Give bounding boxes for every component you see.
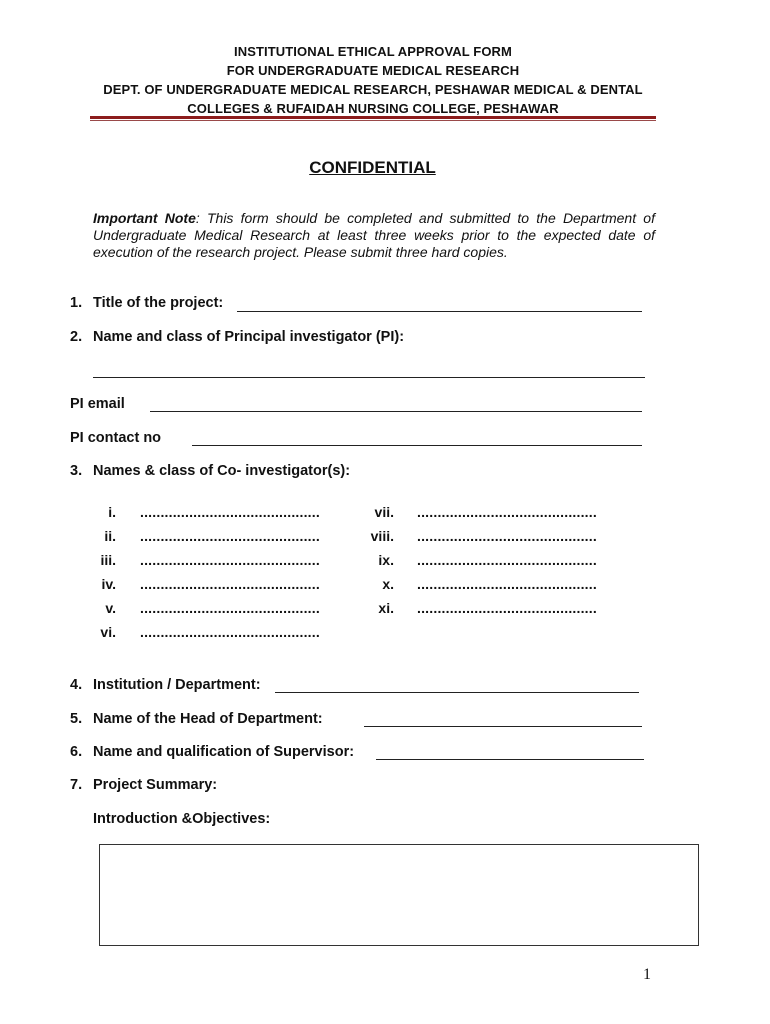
co-investigator-number: iv.	[101, 576, 116, 592]
institution-label: Institution / Department:	[93, 677, 261, 693]
co-investigator-field[interactable]: ............................................	[140, 576, 320, 592]
pi-contact-field[interactable]	[192, 445, 642, 446]
page-number: 1	[643, 966, 651, 983]
item-number: 6.	[70, 744, 83, 760]
co-investigators-label: Names & class of Co- investigator(s):	[93, 463, 351, 479]
project-title-label: Title of the project:	[93, 295, 224, 311]
institution-field[interactable]	[275, 692, 639, 693]
co-investigator-number: i.	[108, 504, 116, 520]
head-of-department-label: Name of the Head of Department:	[93, 711, 323, 727]
introduction-objectives-label: Introduction &Objectives:	[93, 811, 271, 827]
co-investigator-number: iii.	[100, 552, 116, 568]
item-number: 4.	[70, 677, 83, 693]
header-line-4: COLLEGES & RUFAIDAH NURSING COLLEGE, PESHAWAR	[187, 101, 559, 116]
pi-name-field[interactable]	[93, 377, 645, 378]
pi-email-label: PI email	[70, 396, 125, 412]
co-investigator-field[interactable]: ............................................	[140, 504, 320, 520]
co-investigator-field[interactable]: ............................................	[417, 552, 597, 568]
co-investigator-number: vi.	[100, 624, 116, 640]
co-investigator-number: viii.	[370, 528, 394, 544]
item-number: 5.	[70, 711, 83, 727]
pi-contact-label: PI contact no	[70, 430, 162, 446]
header-line-3: DEPT. OF UNDERGRADUATE MEDICAL RESEARCH, PESHAWAR MEDICAL & DENTAL	[103, 82, 643, 97]
co-investigator-number: xi.	[378, 600, 394, 616]
pi-name-label: Name and class of Principal investigator (PI):	[93, 329, 405, 345]
introduction-objectives-textbox[interactable]	[99, 844, 699, 946]
pi-email-field[interactable]	[150, 411, 642, 412]
co-investigator-field[interactable]: ............................................	[140, 624, 320, 640]
co-investigator-number: v.	[105, 600, 116, 616]
item-number: 7.	[70, 777, 83, 793]
co-investigator-field[interactable]: ............................................	[417, 504, 597, 520]
co-investigator-field[interactable]: ............................................	[140, 552, 320, 568]
co-investigator-field[interactable]: ............................................	[417, 528, 597, 544]
co-investigator-number: ix.	[378, 552, 394, 568]
co-investigator-number: vii.	[374, 504, 394, 520]
co-investigator-field[interactable]: ............................................	[417, 576, 597, 592]
important-note-label: Important Note	[93, 210, 196, 226]
co-investigator-number: ii.	[104, 528, 116, 544]
important-note-text: : This form should be completed and submitted to the Department of Undergraduate Medical Research at least three weeks prior to the expected date of execution of the research project. Please submit three hard copies.	[93, 210, 655, 260]
header-divider	[90, 116, 656, 121]
header-line-2: FOR UNDERGRADUATE MEDICAL RESEARCH	[226, 63, 520, 78]
important-note	[93, 210, 655, 261]
item-number: 1.	[70, 295, 83, 311]
co-investigator-field[interactable]: ............................................	[417, 600, 597, 616]
co-investigator-field[interactable]: ............................................	[140, 600, 320, 616]
supervisor-label: Name and qualification of Supervisor:	[93, 744, 355, 760]
item-number: 2.	[70, 329, 83, 345]
co-investigator-number: x.	[382, 576, 394, 592]
form-header	[90, 42, 656, 118]
project-title-field[interactable]	[237, 311, 642, 312]
item-number: 3.	[70, 463, 83, 479]
supervisor-field[interactable]	[376, 759, 644, 760]
co-investigator-field[interactable]: ............................................	[140, 528, 320, 544]
head-of-department-field[interactable]	[364, 726, 642, 727]
confidential-title: CONFIDENTIAL	[309, 158, 436, 177]
project-summary-label: Project Summary:	[93, 777, 218, 793]
header-line-1: INSTITUTIONAL ETHICAL APPROVAL FORM	[234, 44, 512, 59]
